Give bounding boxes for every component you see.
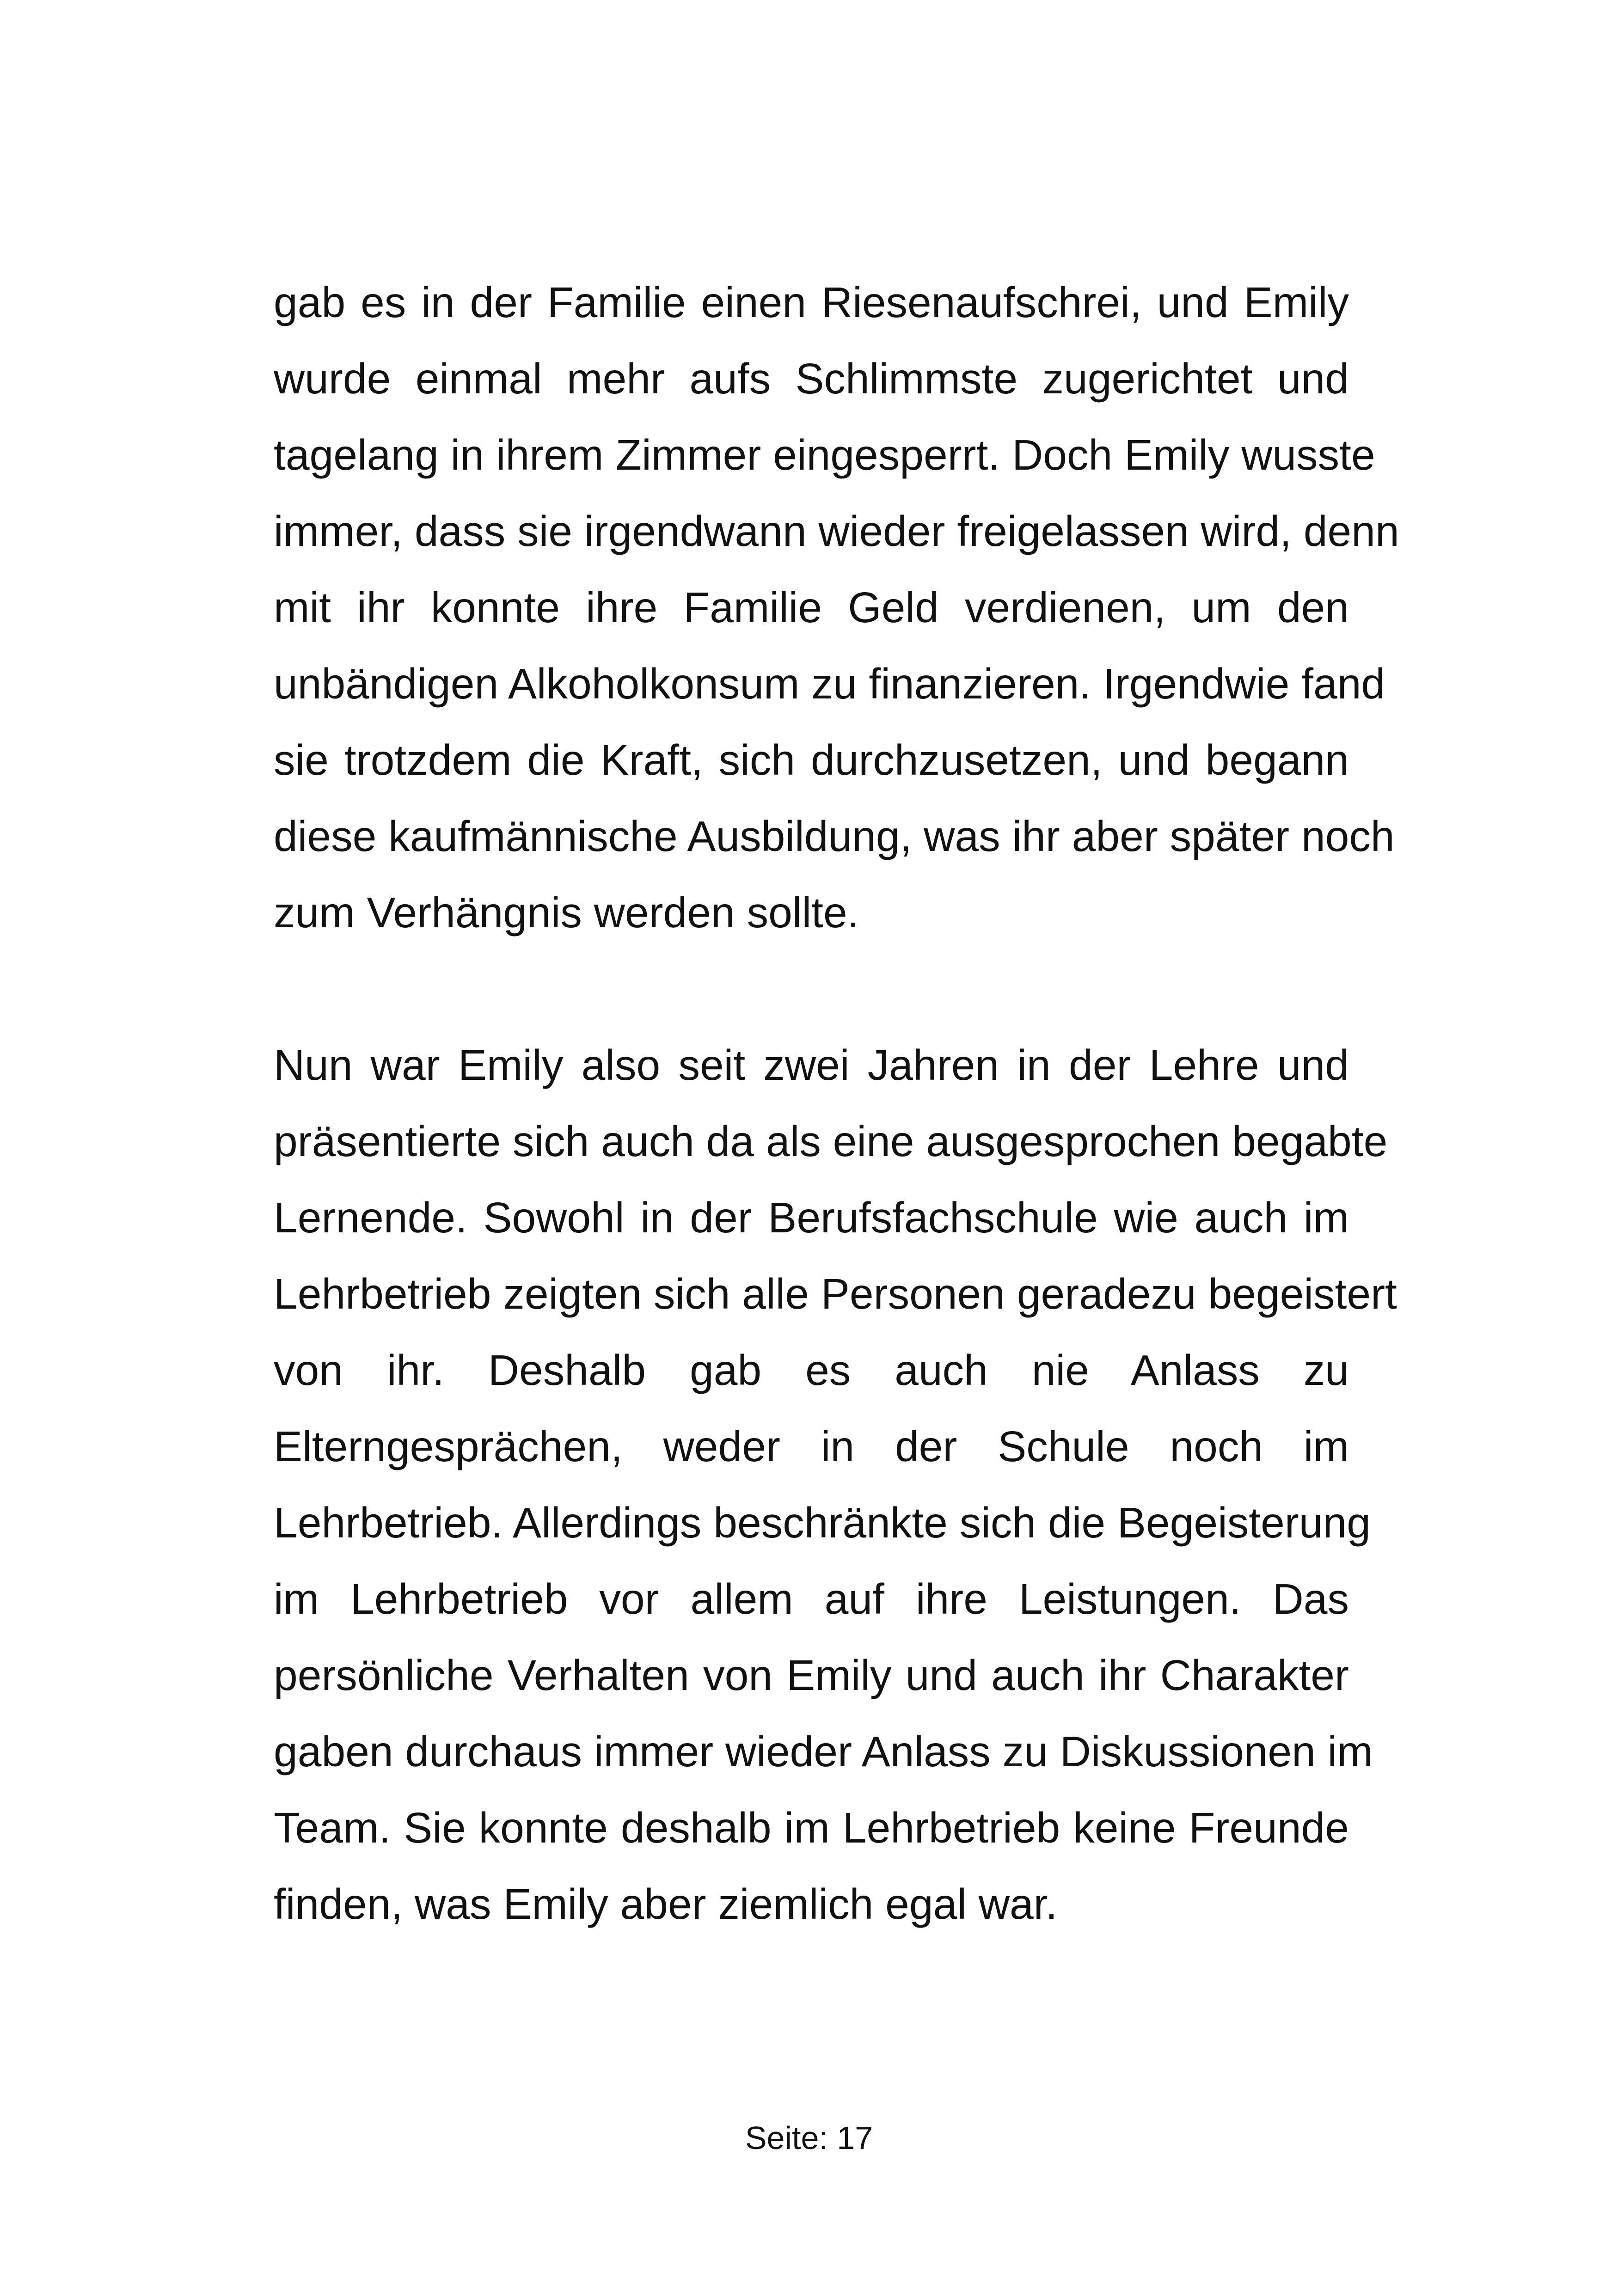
paragraph-line: von ihr. Deshalb gab es auch nie Anlass zu: [274, 1346, 1349, 1394]
paragraph-line: sie trotzdem die Kraft, sich durchzusetzen, und begann: [274, 736, 1349, 784]
paragraph-line: Lehrbetrieb. Allerdings beschränkte sich die Begeisterung: [274, 1499, 1371, 1547]
paragraph-line: immer, dass sie irgendwann wieder freigelassen wird, denn: [274, 507, 1399, 555]
paragraph-line: Elterngesprächen, weder in der Schule noch im: [274, 1422, 1349, 1470]
paragraph-line: gab es in der Familie einen Riesenaufschrei, und Emily: [274, 278, 1349, 326]
paragraph-line: finden, was Emily aber ziemlich egal war.: [274, 1880, 1058, 1928]
paragraph-line: wurde einmal mehr aufs Schlimmste zugerichtet und: [274, 355, 1349, 403]
paragraph-line: zum Verhängnis werden sollte.: [274, 888, 859, 937]
paragraph-line: präsentierte sich auch da als eine ausgesprochen begabte: [274, 1117, 1388, 1165]
paragraph-line: tagelang in ihrem Zimmer eingesperrt. Doch Emily wusste: [274, 431, 1375, 479]
paragraph-line: Lernende. Sowohl in der Berufsfachschule wie auch im: [274, 1194, 1349, 1242]
paragraph-line: Nun war Emily also seit zwei Jahren in der Lehre und: [274, 1041, 1349, 1089]
paragraph-2: [274, 1027, 1397, 1942]
paragraph-line: persönliche Verhalten von Emily und auch ihr Charakter: [274, 1651, 1349, 1699]
paragraph-line: diese kaufmännische Ausbildung, was ihr aber später noch: [274, 812, 1395, 860]
page-number: Seite: 17: [745, 2120, 873, 2156]
paragraph-line: unbändigen Alkoholkonsum zu finanzieren. Irgendwie fand: [274, 660, 1385, 708]
paragraph-line: Lehrbetrieb zeigten sich alle Personen geradezu begeistert: [274, 1270, 1397, 1318]
paragraph-line: im Lehrbetrieb vor allem auf ihre Leistungen. Das: [274, 1575, 1349, 1623]
paragraph-line: mit ihr konnte ihre Familie Geld verdienen, um den: [274, 583, 1349, 631]
paragraph-line: Team. Sie konnte deshalb im Lehrbetrieb keine Freunde: [274, 1804, 1349, 1852]
paragraph-line: gaben durchaus immer wieder Anlass zu Diskussionen im: [274, 1727, 1373, 1776]
paragraph-1: [274, 264, 1399, 951]
